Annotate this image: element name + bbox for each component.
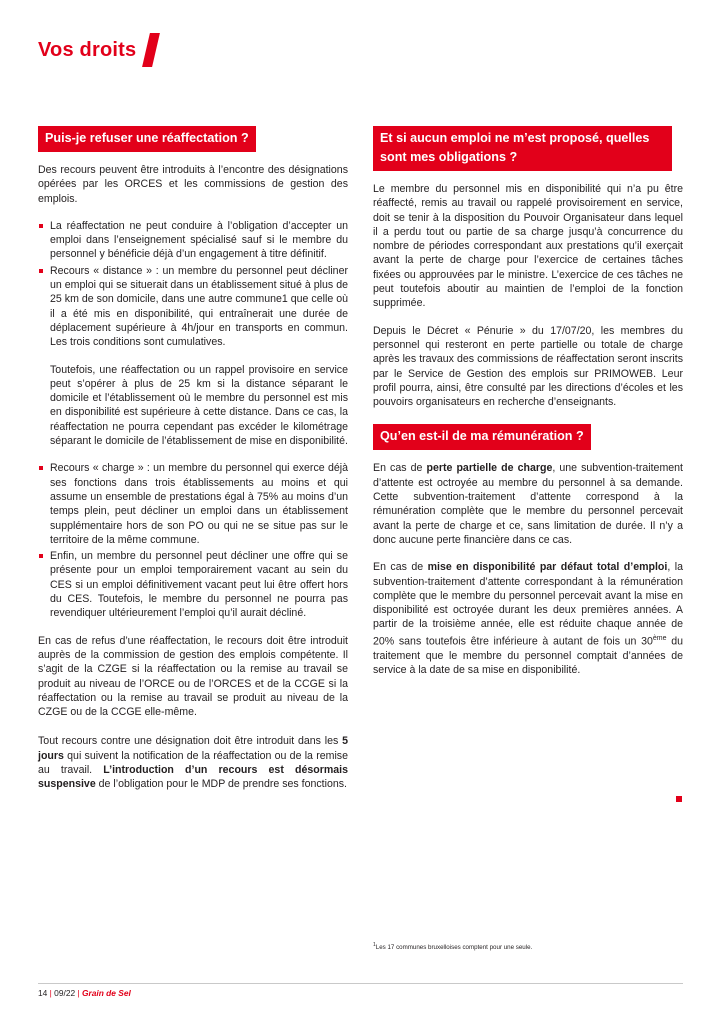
section-heading-aucun-emploi [373,126,683,171]
slash-decoration-icon [142,33,160,67]
list-item: Recours « charge » : un membre du personnel qui exerce déjà ses fonctions dans trois établissements au moins et qui assume un ensemble de prestations égal à 75% au moins d’un temps plein, peut décliner un emploi dans un établissement supplémentaire hors de son PO ou qui ne se situe pas sur le territoire de la même commune. [38,461,348,547]
p3-part2: , une subvention-traitement d’attente est octroyée au membre du personnel à sa demande. Cette subvention-traitement d’attente correspond à la rémunération complète que le membre du personnel percevait avant la perte de charge et ce, sans limitation de durée. Il n’y a donc aucune perte financière dans ce cas. [373,462,683,546]
p4-superscript: ème [652,634,667,642]
section-heading-refuser [38,126,348,152]
paragraph-final-bold1: 5 jours [38,735,348,762]
paragraph-intro: Des recours peuvent être introduits à l’encontre des désignations opérées par les ORCES et les commissions de gestion des emplois. [38,164,348,205]
paragraph-toutefois: Toutefois, une réaffectation ou un rappel provisoire en service peut s’opérer à plus de 25 km si la distance séparant le domicile et l’établissement où le membre du personnel est mis en disponibilité est supérieure à cette distance. Dans ce cas, la réaffectation ne pourra cependant pas excéder le kilométrage séparant le domicile de l’établissement de mise en disponibilité. [50,363,348,448]
page-title: Vos droits [38,38,137,61]
right-column [373,126,683,677]
end-marker-icon [676,796,682,802]
footnote-text: Les 17 communes bruxelloises comptent pour une seule. [375,944,533,952]
paragraph-refus: En cas de refus d’une réaffectation, le recours doit être introduit auprès de la commission de gestion des emplois compétente. Il s’agit de la CZGE si la réaffectation ou la remise au travail se produit au niveau de l’ORCE ou de l’ORCES et de la CCGE si la réaffectation ou la remise au travail se produit au niveau de la CZGE ou de la CCGE elle-même. [38,634,348,719]
paragraph-final-part3: de l’obligation pour le MDP de prendre ses fonctions. [95,778,347,791]
paragraph-primoweb: Depuis le Décret « Pénurie » du 17/07/20, les membres du personnel qui resteront en perte partielle ou totale de charge après les travaux des commissions de réaffectation seront inscrits par le Service de Gestion des emplois sur PRIMOWEB. Leur profil pourra, ainsi, être consulté par les directions d’écoles et les pouvoirs organisateurs en recherche d’enseignants. [373,324,683,409]
page-footer [38,988,131,998]
footer-brand: Grain de Sel [81,988,131,998]
paragraph-perte-partielle [373,461,683,547]
footer-issue: 09/22 [54,988,76,998]
bullet-list-recours-1 [38,219,348,350]
list-item: Enfin, un membre du personnel peut décliner une offre qui se présente pour un emploi temporairement vacant au sein du CES si un emploi définitivement vacant peut lui être offert hors du CES. Toutefois, le membre du personnel ne pourra pas revendiquer ultérieurement l’emploi qu’il aurait décliné. [38,549,348,620]
left-column [38,126,348,792]
p3-bold: perte partielle de charge [426,462,553,475]
list-item: Recours « distance » : un membre du personnel peut décliner un emploi qui se situerait dans un établissement situé à plus de 25 km de son domicile, dans une autre commune1 que celle où il a été mis en disponibilité, qui entraînerait une durée de déplacement supérieure à 4h/jour en transports en commun. Les trois conditions sont cumulatives. [38,264,348,350]
section-heading-label: Et si aucun emploi ne m’est proposé, quelles sont mes obligations ? [373,126,672,171]
footer-separator-2: | [77,988,80,998]
bullet-list-recours-2 [38,461,348,620]
paragraph-final-part2: qui suivent la notification de la réaffectation ou de la remise au travail. [38,749,348,776]
paragraph-defaut-total [373,560,683,677]
section-heading-label: Qu’en est-il de ma rémunération ? [373,424,591,450]
section-heading-remuneration [373,424,683,450]
paragraph-disposition: Le membre du personnel mis en disponibilité qui n’a pu être réaffecté, remis au travail ou rappelé provisoirement en service, doit se tenir à la disposition du Pouvoir Organisateur dans lequel il a perdu tout ou partie de sa charge jusqu’à concurrence du nombre de périodes correspondant aux prestations qu’il exerçait avant la perte de charge pour l’exercice de certaines tâches fixées ou approuvées par le ministre. L’exercice de ces tâches ne peut toutefois aboutir au maintien de l’emploi de la fonction supprimée. [373,183,683,310]
paragraph-recours-final [38,734,348,791]
list-item: La réaffectation ne peut conduire à l’obligation d’accepter un emploi dans l’enseignement spécialisé sauf si le membre du personnel y bénéficie déjà d’un engagement à titre définitif. [38,219,348,262]
footer-divider [38,983,683,984]
p4-bold: mise en disponibilité par défaut total d’emploi [427,561,668,574]
p4-part3: du traitement que le membre du personnel comptait d’années de service à la date de sa mise en disponibilité. [373,635,683,676]
footnote-marker: 1 [373,942,376,948]
section-heading-label: Puis-je refuser une réaffectation ? [38,126,256,152]
p3-part1: En cas de [373,462,427,475]
page-header [38,33,156,67]
footnote [373,941,683,952]
p4-part1: En cas de [373,561,428,574]
paragraph-final-bold2: L’introduction d’un recours est désormais suspensive [38,763,348,791]
footer-page-number: 14 [38,988,48,998]
paragraph-final-part1: Tout recours contre une désignation doit être introduit dans les [38,735,343,748]
footer-separator-1: | [49,988,52,998]
p4-part2: , la subvention-traitement d’attente correspondant à la rémunération complète que le membre du personnel percevait avant la mise en disponibilité est octroyée durant les deux premières années. A partir de la troisième année, elle est réduite chaque année de 20% sans toutefois être inférieure à autant de fois un 30 [373,561,683,648]
